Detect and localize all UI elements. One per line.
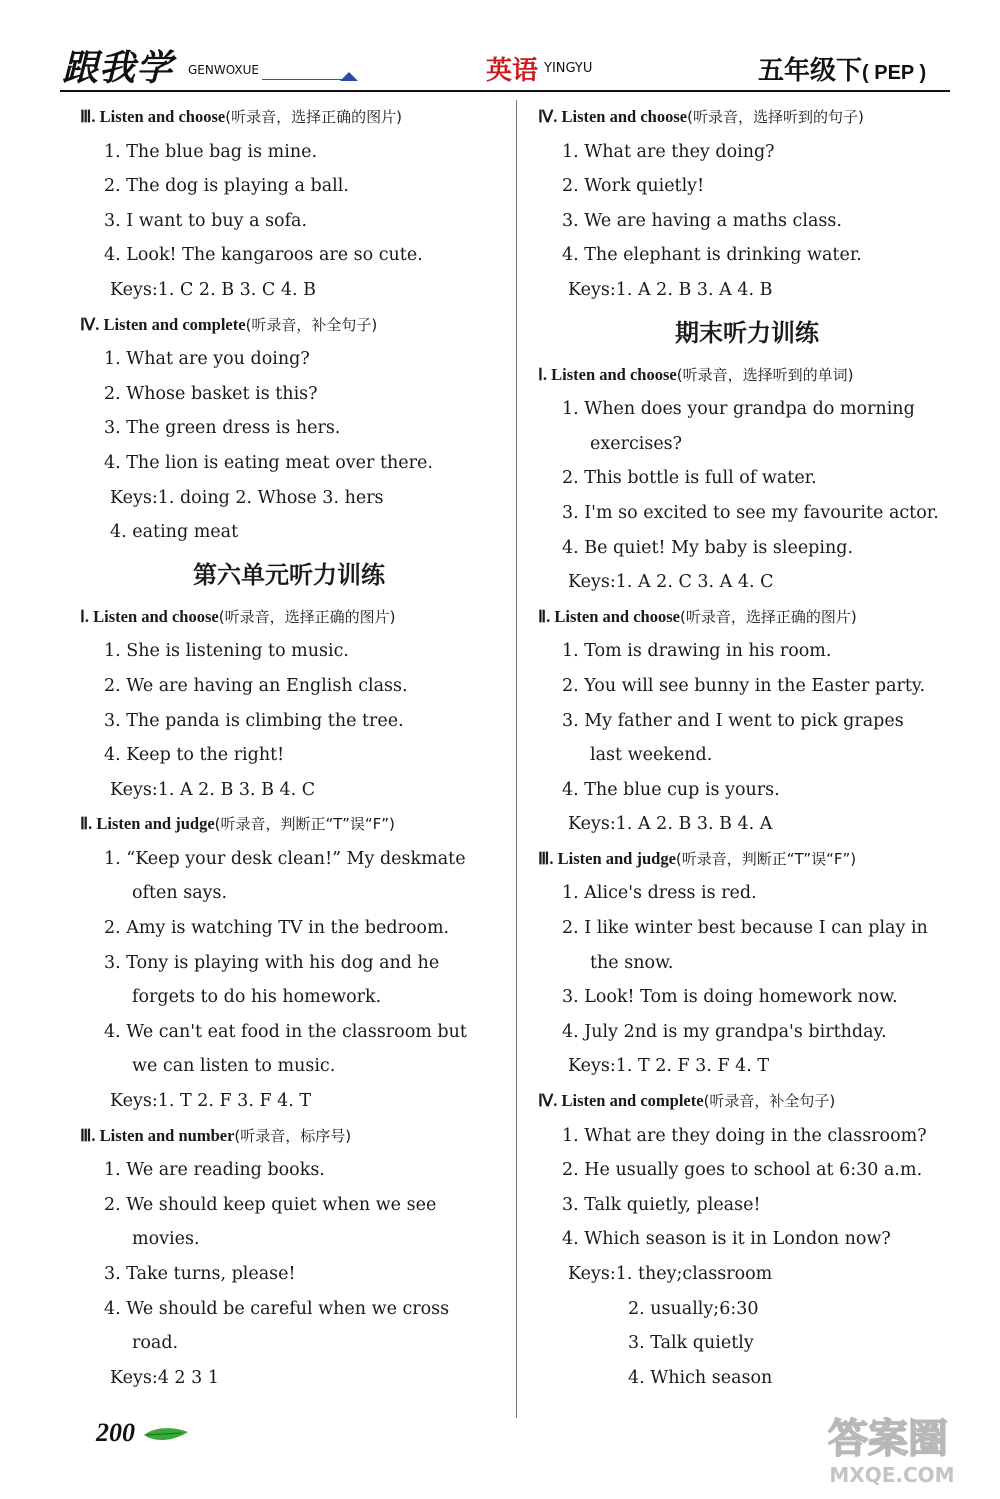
answer-keys: Keys:1. A 2. C 3. A 4. C bbox=[568, 572, 774, 593]
list-item-continued: movies. bbox=[132, 1229, 200, 1250]
section-heading-cn: (听录音，选择听到的单词) bbox=[676, 365, 854, 384]
list-item: 3. Take turns, please! bbox=[104, 1264, 296, 1284]
answer-keys: Keys:1. C 2. B 3. C 4. B bbox=[110, 279, 316, 300]
list-item: 3. The panda is climbing the tree. bbox=[104, 710, 404, 731]
list-item-continued: exercises? bbox=[590, 433, 683, 454]
list-item: 4. Which season is it in London now? bbox=[562, 1229, 891, 1250]
list-item-continued: last weekend. bbox=[590, 745, 713, 766]
subject-subtitle: YINGYU bbox=[544, 61, 593, 76]
brand-title: 跟我学 bbox=[62, 48, 174, 89]
list-item: 3. We are having a maths class. bbox=[562, 210, 842, 231]
list-item-continued: forgets to do his homework. bbox=[132, 987, 382, 1008]
list-item: 1. She is listening to music. bbox=[104, 641, 349, 662]
answer-keys: Keys:1. A 2. B 3. A 4. B bbox=[568, 279, 773, 300]
section-heading-cn: (听录音，选择正确的图片) bbox=[679, 607, 857, 626]
section-heading-en: Ⅲ. Listen and judge bbox=[538, 848, 676, 868]
section-heading-en: Ⅲ. Listen and choose bbox=[80, 107, 226, 126]
list-item: 4. Keep to the right! bbox=[104, 745, 285, 766]
section-heading-cn: (听录音，选择正确的图片) bbox=[225, 108, 402, 126]
section-heading-en: Ⅱ. Listen and judge bbox=[80, 814, 215, 834]
list-item-continued: often says. bbox=[132, 883, 228, 904]
section-heading-en: Ⅰ. Listen and choose bbox=[538, 364, 677, 384]
answer-keys: Keys:1. T 2. F 3. F 4. T bbox=[110, 1091, 312, 1112]
header-decor-line bbox=[262, 79, 344, 80]
list-item: 4. Be quiet! My baby is sleeping. bbox=[562, 537, 854, 558]
answer-keys: Keys:1. they;classroom bbox=[568, 1264, 773, 1284]
answer-keys-continued: 2. usually;6:30 bbox=[628, 1298, 759, 1319]
list-item: 2. Work quietly! bbox=[562, 176, 705, 197]
list-item: 2. We are having an English class. bbox=[104, 675, 408, 696]
list-item: 1. Tom is drawing in his room. bbox=[562, 641, 832, 662]
list-item: 1. What are they doing in the classroom? bbox=[562, 1125, 927, 1146]
section-heading-en: Ⅳ. Listen and complete bbox=[80, 314, 246, 334]
list-item: 4. We should be careful when we cross bbox=[104, 1298, 450, 1319]
column-divider bbox=[516, 100, 517, 1418]
list-item: 4. The blue cup is yours. bbox=[562, 779, 780, 800]
list-item: 1. When does your grandpa do morning bbox=[562, 399, 915, 420]
section-heading-cn: (听录音，补全句子) bbox=[245, 315, 378, 334]
list-item: 2. Amy is watching TV in the bedroom. bbox=[104, 918, 450, 939]
left-column bbox=[80, 100, 498, 1395]
right-column bbox=[538, 100, 956, 1395]
unit-title: 期末听力训练 bbox=[675, 318, 819, 347]
unit-title: 第六单元听力训练 bbox=[193, 560, 385, 589]
list-item: 3. I'm so excited to see my favourite actor. bbox=[562, 502, 939, 523]
list-item: 2. I like winter best because I can play in bbox=[562, 918, 928, 939]
section-heading-en: Ⅲ. Listen and number bbox=[80, 1125, 235, 1145]
list-item: 2. He usually goes to school at 6:30 a.m. bbox=[562, 1160, 923, 1181]
answer-keys: Keys:1. A 2. B 3. B 4. C bbox=[110, 779, 316, 800]
list-item: 3. Look! Tom is doing homework now. bbox=[562, 987, 898, 1008]
answer-keys-continued: 3. Talk quietly bbox=[628, 1333, 754, 1354]
section-heading bbox=[80, 600, 498, 635]
list-item-continued: the snow. bbox=[590, 952, 674, 973]
grade-text: 五年级下 bbox=[758, 56, 863, 86]
grade-label bbox=[758, 50, 926, 87]
section-heading bbox=[538, 358, 956, 393]
list-item: 1. The blue bag is mine. bbox=[104, 141, 318, 162]
list-item: 1. Alice's dress is red. bbox=[562, 883, 757, 904]
list-item: 2. Whose basket is this? bbox=[104, 383, 318, 404]
list-item: 1. We are reading books. bbox=[104, 1160, 325, 1181]
list-item: 1. “Keep your desk clean!” My deskmate bbox=[104, 848, 466, 869]
section-heading bbox=[80, 807, 498, 842]
list-item: 3. I want to buy a sofa. bbox=[104, 210, 308, 231]
list-item: 2. We should keep quiet when we see bbox=[104, 1194, 437, 1215]
watermark-url: MXQE.COM bbox=[829, 1463, 955, 1487]
brand-subtitle: GENWOXUE bbox=[188, 63, 259, 77]
list-item: 4. Look! The kangaroos are so cute. bbox=[104, 245, 423, 266]
list-item: 4. The lion is eating meat over there. bbox=[104, 452, 433, 473]
list-item: 2. This bottle is full of water. bbox=[562, 468, 817, 489]
section-heading bbox=[80, 1119, 498, 1154]
section-heading bbox=[538, 1084, 956, 1119]
list-item-continued: road. bbox=[132, 1333, 179, 1354]
answer-keys: Keys:1. doing 2. Whose 3. hers bbox=[110, 487, 384, 508]
triangle-icon bbox=[340, 72, 358, 81]
section-heading bbox=[538, 100, 956, 135]
section-heading bbox=[80, 100, 498, 135]
section-heading-cn: (听录音，判断正“T”误“F”) bbox=[214, 815, 395, 834]
section-heading-en: Ⅳ. Listen and choose bbox=[538, 107, 688, 126]
section-heading-cn: (听录音，选择听到的句子) bbox=[687, 108, 864, 126]
list-item: 3. Talk quietly, please! bbox=[562, 1194, 761, 1215]
section-heading-en: Ⅰ. Listen and choose bbox=[80, 606, 219, 626]
watermark-logo bbox=[800, 1408, 980, 1488]
section-heading-en: Ⅳ. Listen and complete bbox=[538, 1091, 704, 1111]
answer-keys-continued: 4. eating meat bbox=[110, 522, 239, 543]
list-item: 2. You will see bunny in the Easter party. bbox=[562, 675, 926, 696]
section-heading bbox=[538, 600, 956, 635]
list-item: 1. What are they doing? bbox=[562, 141, 775, 162]
subject-title: 英语 bbox=[486, 56, 539, 86]
grade-code: ( PEP ) bbox=[862, 62, 927, 84]
watermark-text: 答案圈 bbox=[828, 1416, 948, 1462]
list-item-continued: we can listen to music. bbox=[132, 1056, 336, 1077]
section-heading-en: Ⅱ. Listen and choose bbox=[538, 606, 680, 626]
page-number: 200 bbox=[96, 1418, 135, 1447]
list-item: 3. The green dress is hers. bbox=[104, 418, 341, 439]
section-heading-cn: (听录音，标序号) bbox=[234, 1126, 352, 1145]
answer-keys-continued: 4. Which season bbox=[628, 1367, 773, 1388]
answer-keys: Keys:4 2 3 1 bbox=[110, 1367, 219, 1388]
list-item: 3. My father and I went to pick grapes bbox=[562, 710, 904, 731]
section-heading bbox=[538, 842, 956, 877]
section-heading-cn: (听录音，判断正“T”误“F”) bbox=[675, 849, 857, 868]
header-rule bbox=[60, 90, 950, 92]
list-item: 3. Tony is playing with his dog and he bbox=[104, 952, 440, 973]
list-item: 4. We can't eat food in the classroom but bbox=[104, 1021, 467, 1042]
list-item: 4. The elephant is drinking water. bbox=[562, 245, 862, 266]
list-item: 2. The dog is playing a ball. bbox=[104, 176, 349, 197]
leaf-icon bbox=[142, 1426, 190, 1444]
list-item: 4. July 2nd is my grandpa's birthday. bbox=[562, 1021, 887, 1042]
answer-keys: Keys:1. A 2. B 3. B 4. A bbox=[568, 814, 773, 835]
answer-keys: Keys:1. T 2. F 3. F 4. T bbox=[568, 1056, 770, 1077]
section-heading bbox=[80, 308, 498, 343]
list-item: 1. What are you doing? bbox=[104, 349, 310, 370]
section-heading-cn: (听录音，选择正确的图片) bbox=[218, 607, 396, 626]
page-header bbox=[0, 0, 1000, 92]
section-heading-cn: (听录音，补全句子) bbox=[703, 1092, 836, 1111]
